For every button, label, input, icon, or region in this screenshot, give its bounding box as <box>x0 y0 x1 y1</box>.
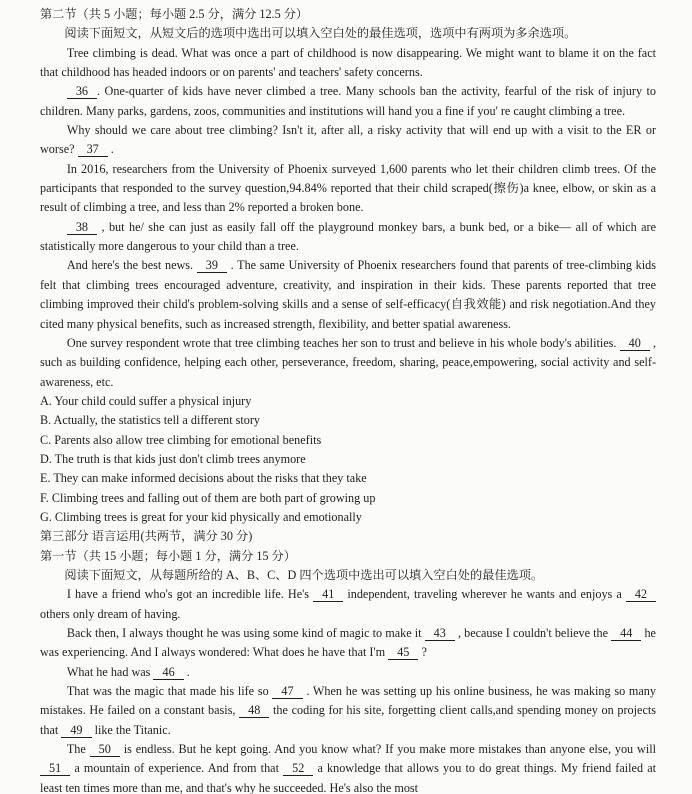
blank-50: 50 <box>90 743 120 757</box>
option-a: A. Your child could suffer a physical injury <box>40 393 252 408</box>
blank-44: 44 <box>611 627 641 641</box>
blank-46: 46 <box>153 666 183 680</box>
blank-43: 43 <box>425 627 455 641</box>
passage1-paragraph-2: 36 . One-quarter of kids have never climbed a tree. Many schools ban the activity, fearful of the risk of injury to children. Many parks, gardens, zoos, communities and institutions will hand you a fine if you' re caught climbing a tree. <box>40 84 656 118</box>
blank-51: 51 <box>40 762 70 776</box>
passage1-paragraph-5: 38 , but he/ she can just as easily fall off the playground monkey bars, a bunk bed, or a bike— all of which are statistically more dangerous to your child than a tree. <box>40 219 656 254</box>
option-g: G. Climbing trees is great for your kid physically and emotionally <box>40 509 362 524</box>
option-e: E. They can make informed decisions about the risks that they take <box>40 471 367 486</box>
blank-37: 37 <box>78 143 108 157</box>
blank-42: 42 <box>626 588 656 602</box>
blank-38: 38 <box>67 221 97 235</box>
passage1-paragraph-6: And here's the best news. 39 . The same University of Phoenix researchers found that parents of tree-climbing kids felt that climbing trees encouraged adventure, creativity, and inspiration in their kids. These parents reported that tree climbing improved their child's problem-solving skills and a sense of self-efficacy(自我效能) and risk negotiation.And they cited many physical benefits, such as increased strength, flexibility, and better spatial awareness. <box>40 258 656 331</box>
passage1-paragraph-4: In 2016, researchers from the University of Phoenix surveyed 1,600 parents who let their children climb trees. Of the participants that responded to the survey question,94.84% reported that their child scraped(擦伤)a knee, elbow, or skin as a result of climbing a tree, and less than 2% reported a broken bone. <box>40 161 656 215</box>
passage2-paragraph-1: I have a friend who's got an incredible life. He's 41 independent, traveling wherever he wants and enjoys a 42 others only dream of having. <box>40 585 656 624</box>
passage2-paragraph-3: What he had was 46 . <box>66 664 190 679</box>
part3-section1-heading: 第一节（共 15 小题；每小题 1 分，满分 15 分） <box>40 548 296 563</box>
passage2-paragraph-2: Back then, I always thought he was using some kind of magic to make it 43 , because I couldn't believe the 44 he was experiencing. And I always wondered: What does he have that I'm 45 ? <box>40 626 656 660</box>
passage2-paragraph-5: The 50 is endless. But he kept going. And you know what? If you make more mistakes than anyone else, you will 51 a mountain of experience. And from that 52 a knowledge that allows you to do great things. My friend failed at least ten times more than me, and that's why he succeeded. He's also the most <box>40 742 657 794</box>
part3-heading: 第三部分 语言运用(共两节，满分 30 分) <box>40 529 253 544</box>
option-d: D. The truth is that kids just don't climb trees anymore <box>40 451 306 466</box>
blank-39: 39 <box>197 259 227 273</box>
blank-41: 41 <box>313 588 343 602</box>
passage1-paragraph-7: One survey respondent wrote that tree climbing teaches her son to trust and believe in his whole body's abilities. 40 , such as building confidence, helping each other, perseverance, freedom, sharing, peace,empowering, social activity and self-awareness, etc. <box>40 335 657 389</box>
blank-45: 45 <box>388 646 418 660</box>
option-f: F. Climbing trees and falling out of them are both part of growing up <box>40 490 376 505</box>
blank-49: 49 <box>61 724 91 738</box>
option-c: C. Parents also allow tree climbing for emotional benefits <box>40 432 322 447</box>
part3-instructions: 阅读下面短文，从每题所给的 A、B、C、D 四个选项中选出可以填入空白处的最佳选项。 <box>64 567 544 582</box>
blank-48: 48 <box>239 704 269 718</box>
passage1-paragraph-1: Tree climbing is dead. What was once a part of childhood is now disappearing. We might want to blame it on the fact that childhood has headed indoors or on parents' and teachers' safety concerns. <box>40 45 656 80</box>
option-b: B. Actually, the statistics tell a different story <box>40 413 261 428</box>
section2-instructions: 阅读下面短文，从短文后的选项中选出可以填入空白处的最佳选项，选项中有两项为多余选项。 <box>64 26 577 41</box>
blank-52: 52 <box>283 762 313 776</box>
blank-40: 40 <box>620 337 650 351</box>
passage2-paragraph-4: That was the magic that made his life so 47 . When he was setting up his online business, he was making so many mistakes. He failed on a constant basis, 48 the coding for his site, forgetting client calls,and spending money on projects that 49 like the Titanic. <box>40 684 656 737</box>
blank-47: 47 <box>272 685 302 699</box>
blank-36: 36 <box>67 85 97 99</box>
passage1-paragraph-3: Why should we care about tree climbing? Isn't it, after all, a risky activity that will end up with a visit to the ER or worse? 37 . <box>40 123 656 157</box>
section2-heading: 第二节（共 5 小题；每小题 2.5 分，满分 12.5 分） <box>40 7 309 21</box>
